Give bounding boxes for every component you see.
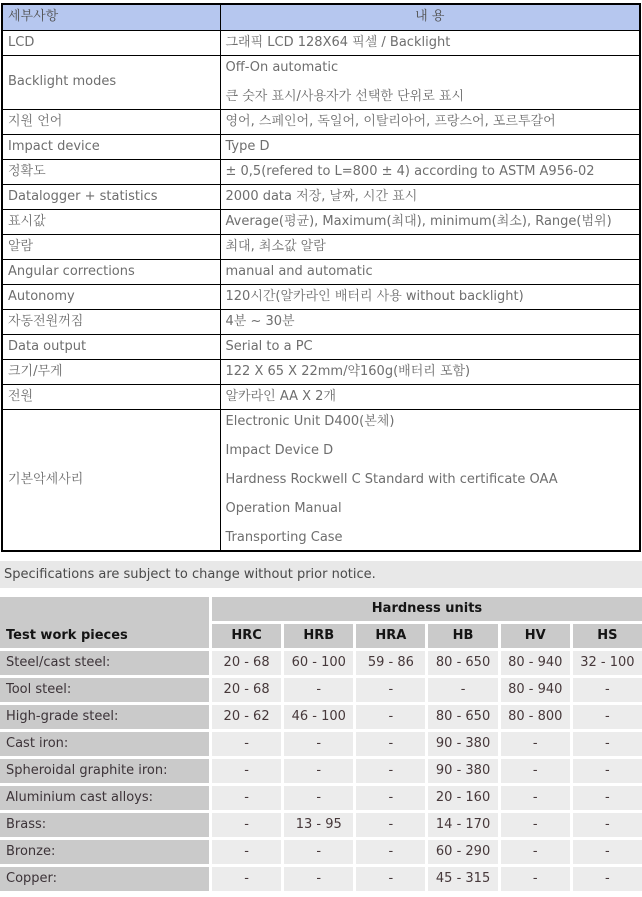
hardness-table xyxy=(0,597,642,891)
hardness-row-label: Aluminium cast alloys: xyxy=(0,786,209,810)
spec-row xyxy=(2,384,640,409)
hardness-cell-value: - xyxy=(573,840,642,864)
hardness-cell-value: 20 - 160 xyxy=(428,786,497,810)
hardness-cell-value: 80 - 800 xyxy=(501,705,570,729)
hardness-cell-value: 80 - 650 xyxy=(428,705,497,729)
hardness-cell-value: 90 - 380 xyxy=(428,759,497,783)
hardness-cell-value: 45 - 315 xyxy=(428,867,497,891)
hardness-cell-value: - xyxy=(573,786,642,810)
spec-row-label: 크기/무게 xyxy=(2,359,220,384)
spec-row xyxy=(2,309,640,334)
spec-row-content xyxy=(220,234,640,259)
spec-row-label: 전원 xyxy=(2,384,220,409)
spec-row-label: 알람 xyxy=(2,234,220,259)
hardness-cell-value: - xyxy=(501,732,570,756)
spec-cell-line: 영어, 스페인어, 독일어, 이탈리아어, 프랑스어, 포르투갈어 xyxy=(225,113,556,129)
spec-cell-line: Serial to a PC xyxy=(225,338,313,354)
hardness-cell-value: 80 - 940 xyxy=(501,651,570,675)
spec-cell-line: Average(평균), Maximum(최대), minimum(최소), Range(범위) xyxy=(225,213,612,229)
hardness-col-header: HV xyxy=(501,624,570,648)
hardness-corner-label: Test work pieces xyxy=(0,597,209,648)
hardness-cell-value: 80 - 650 xyxy=(428,651,497,675)
notice-bar xyxy=(0,561,642,588)
hardness-cell-value: - xyxy=(573,678,642,702)
spec-row-label: LCD xyxy=(2,30,220,55)
hardness-cell-value: - xyxy=(284,786,353,810)
hardness-col-header: HB xyxy=(428,624,497,648)
spec-row xyxy=(2,109,640,134)
hardness-cell-value: - xyxy=(284,678,353,702)
hardness-cell-value: 32 - 100 xyxy=(573,651,642,675)
spec-cell-line: Operation Manual xyxy=(225,500,342,516)
hardness-row-label: Brass: xyxy=(0,813,209,837)
hardness-cell-value: - xyxy=(212,759,281,783)
spec-header-label-col: 세부사항 xyxy=(2,4,220,30)
hardness-cell-value: - xyxy=(573,813,642,837)
hardness-cell-value: 80 - 940 xyxy=(501,678,570,702)
spec-row-content xyxy=(220,209,640,234)
spec-cell-line: Electronic Unit D400(본체) xyxy=(225,413,395,429)
spec-row-label: 정확도 xyxy=(2,159,220,184)
spec-row-content xyxy=(220,309,640,334)
hardness-cell-value: - xyxy=(284,867,353,891)
spec-cell-line: Hardness Rockwell C Standard with certificate OAA xyxy=(225,471,558,487)
spec-row-content xyxy=(220,134,640,159)
hardness-cell-value: - xyxy=(501,840,570,864)
spec-row-label: Autonomy xyxy=(2,284,220,309)
hardness-cell-value: - xyxy=(573,867,642,891)
spec-row xyxy=(2,134,640,159)
hardness-row-label: Cast iron: xyxy=(0,732,209,756)
spec-row xyxy=(2,234,640,259)
hardness-cell-value: - xyxy=(356,732,425,756)
hardness-col-header: HRC xyxy=(212,624,281,648)
spec-row-content xyxy=(220,55,640,109)
spec-row-label: 지원 언어 xyxy=(2,109,220,134)
hardness-cell-value: - xyxy=(356,786,425,810)
spec-cell-line: Type D xyxy=(225,138,270,154)
spec-row-label: 표시값 xyxy=(2,209,220,234)
spec-cell-line: 120시간(알카라인 배터리 사용 without backlight) xyxy=(225,288,524,304)
spec-row-label: Datalogger + statistics xyxy=(2,184,220,209)
hardness-cell-value: - xyxy=(356,840,425,864)
hardness-cell-value: - xyxy=(356,867,425,891)
spec-cell-line: Off-On automatic xyxy=(225,59,339,75)
spec-row-label: Backlight modes xyxy=(2,55,220,109)
spec-row xyxy=(2,409,640,551)
hardness-cell-value: 20 - 68 xyxy=(212,651,281,675)
hardness-cell-value: 59 - 86 xyxy=(356,651,425,675)
spec-header-row xyxy=(2,4,640,30)
spec-row xyxy=(2,209,640,234)
spec-row-content xyxy=(220,359,640,384)
spec-cell-line: 그래픽 LCD 128X64 픽셀 / Backlight xyxy=(225,34,451,50)
spec-row-label: 기본악세사리 xyxy=(2,409,220,551)
spec-row xyxy=(2,159,640,184)
spec-cell-line: 큰 숫자 표시/사용자가 선택한 단위로 표시 xyxy=(225,88,465,104)
hardness-group-header: Hardness units xyxy=(212,597,642,621)
hardness-col-header: HRA xyxy=(356,624,425,648)
hardness-cell-value: - xyxy=(284,732,353,756)
hardness-cell-value: 14 - 170 xyxy=(428,813,497,837)
hardness-row-label: Spheroidal graphite iron: xyxy=(0,759,209,783)
hardness-col-header: HRB xyxy=(284,624,353,648)
spec-row-content xyxy=(220,384,640,409)
spec-cell-line: 122 X 65 X 22mm/약160g(배터리 포함) xyxy=(225,363,471,379)
hardness-cell-value: 20 - 68 xyxy=(212,678,281,702)
spec-row xyxy=(2,55,640,109)
spec-row-content xyxy=(220,259,640,284)
hardness-cell-value: - xyxy=(501,786,570,810)
spec-row-content xyxy=(220,409,640,551)
hardness-cell-value: - xyxy=(501,867,570,891)
hardness-cell-value: - xyxy=(356,678,425,702)
hardness-row-label: Copper: xyxy=(0,867,209,891)
spec-cell-line: 2000 data 저장, 날짜, 시간 표시 xyxy=(225,188,418,204)
hardness-cell-value: - xyxy=(212,840,281,864)
hardness-cell-value: 90 - 380 xyxy=(428,732,497,756)
spec-header-content-col: 내 용 xyxy=(220,4,640,30)
hardness-cell-value: - xyxy=(356,759,425,783)
spec-row-label: Data output xyxy=(2,334,220,359)
spec-row xyxy=(2,284,640,309)
hardness-cell-value: - xyxy=(573,705,642,729)
hardness-cell-value: 46 - 100 xyxy=(284,705,353,729)
spec-row xyxy=(2,30,640,55)
spec-row-label: 자동전원꺼짐 xyxy=(2,309,220,334)
spec-row-label: Impact device xyxy=(2,134,220,159)
hardness-row-label: Bronze: xyxy=(0,840,209,864)
hardness-cell-value: - xyxy=(428,678,497,702)
hardness-cell-value: - xyxy=(284,759,353,783)
hardness-cell-value: 20 - 62 xyxy=(212,705,281,729)
hardness-cell-value: - xyxy=(284,840,353,864)
hardness-cell-value: - xyxy=(501,759,570,783)
spec-row xyxy=(2,184,640,209)
hardness-cell-value: 13 - 95 xyxy=(284,813,353,837)
spec-cell-line: 4분 ~ 30분 xyxy=(225,313,295,329)
spec-row xyxy=(2,334,640,359)
hardness-row-label: Steel/cast steel: xyxy=(0,651,209,675)
notice-text: Specifications are subject to change without prior notice. xyxy=(4,566,376,582)
hardness-cell-value: - xyxy=(212,786,281,810)
spec-table xyxy=(1,3,641,552)
spec-row-content xyxy=(220,159,640,184)
hardness-cell-value: - xyxy=(356,813,425,837)
spec-cell-line: manual and automatic xyxy=(225,263,373,279)
spec-row-content xyxy=(220,284,640,309)
hardness-row-label: High-grade steel: xyxy=(0,705,209,729)
spec-cell-line: 알카라인 AA X 2개 xyxy=(225,388,337,404)
hardness-cell-value: - xyxy=(573,759,642,783)
spec-cell-line: Transporting Case xyxy=(225,529,343,545)
hardness-col-header: HS xyxy=(573,624,642,648)
hardness-row-label: Tool steel: xyxy=(0,678,209,702)
spec-cell-line: Impact Device D xyxy=(225,442,334,458)
spec-cell-line: ± 0,5(refered to L=800 ± 4) according to ASTM A956-02 xyxy=(225,163,595,179)
spec-row-label: Angular corrections xyxy=(2,259,220,284)
hardness-cell-value: - xyxy=(212,867,281,891)
hardness-cell-value: - xyxy=(212,813,281,837)
hardness-cell-value: 60 - 100 xyxy=(284,651,353,675)
hardness-cell-value: 60 - 290 xyxy=(428,840,497,864)
spec-row xyxy=(2,259,640,284)
spec-row-content xyxy=(220,334,640,359)
hardness-cell-value: - xyxy=(356,705,425,729)
hardness-cell-value: - xyxy=(501,813,570,837)
spec-row-content xyxy=(220,184,640,209)
hardness-cell-value: - xyxy=(212,732,281,756)
hardness-cell-value: - xyxy=(573,732,642,756)
spec-cell-line: 최대, 최소값 알람 xyxy=(225,238,326,254)
spec-row-content xyxy=(220,30,640,55)
spec-row xyxy=(2,359,640,384)
spec-row-content xyxy=(220,109,640,134)
